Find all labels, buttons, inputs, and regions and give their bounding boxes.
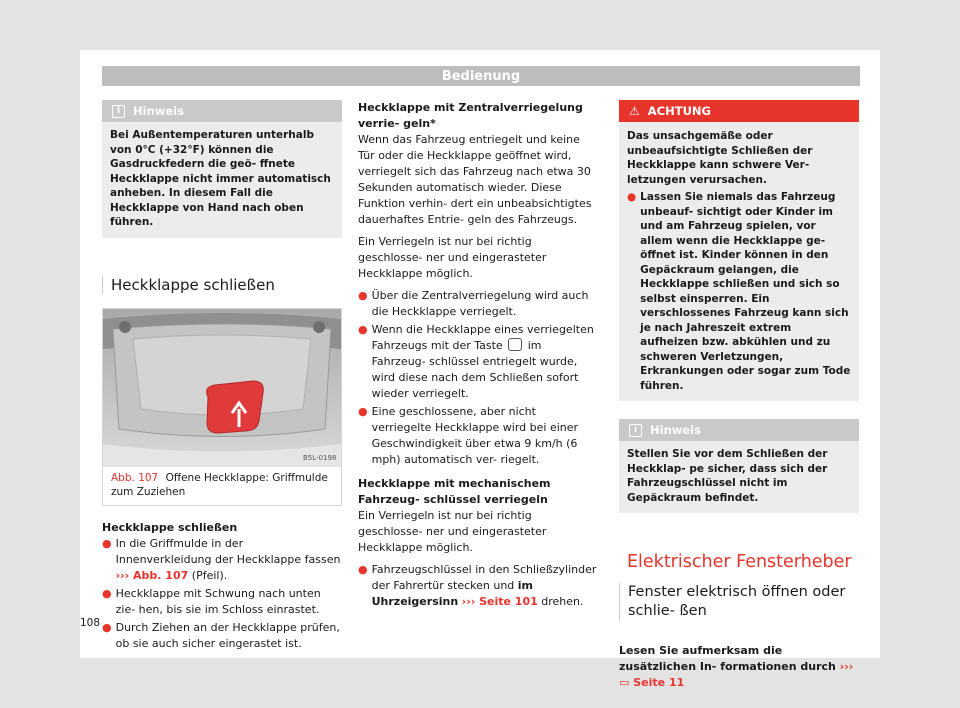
list-item: ● Durch Ziehen an der Heckklappe prüfen, ob sie auch sicher eingerastet ist. <box>102 620 340 650</box>
manual-page <box>80 50 880 689</box>
header-title: Bedienung <box>441 68 521 84</box>
figure-caption <box>103 467 341 505</box>
page-number: 108 <box>80 617 101 629</box>
list-item: ● Über die Zentralverriegelung wird auch die Heckklappe verriegelt. <box>358 289 589 318</box>
section-title: Elektrischer Fensterheber <box>627 552 852 572</box>
note-box <box>102 100 342 238</box>
note-box <box>619 419 859 513</box>
figure <box>102 308 342 506</box>
paragraph: Ein Verriegeln ist nur bei richtig geschlosse- ner und eingerasteter Heckklappe möglich. <box>358 509 547 554</box>
info-icon: i <box>629 424 642 437</box>
warning-intro: Das unsachgemäße oder unbeaufsichtigte Schließen der Heckklappe kann schwere Ver- letzungen verursachen. <box>627 130 813 186</box>
list-item: ● Fahrzeugschlüssel in den Schließzylinder der Fahrertür stecken und im Uhrzeigersinn ››› Seite 101 drehen. <box>358 563 597 608</box>
warning-box <box>619 100 859 401</box>
intro-text: Lesen Sie aufmerksam die zusätzlichen In- formationen durch ››› ▭ Seite 11 <box>619 644 854 689</box>
page-link[interactable]: Seite 11 <box>633 676 685 689</box>
note-header <box>102 100 342 122</box>
list-item: ● Eine geschlossene, aber nicht verriegelte Heckklappe wird bei einer Geschwindigkeit über etwa 9 km/h (6 mph) automatisch ver- riegelt. <box>358 405 579 466</box>
note-label: Hinweis <box>133 103 184 118</box>
figure-caption-ref: Abb. 107 <box>111 471 159 484</box>
left-column <box>102 100 342 654</box>
paragraph: Wenn das Fahrzeug entriegelt und keine Tür oder die Heckklappe geöffnet wird, verriegelt sich das Fahrzeug nach etwa 30 Sekunden automatisch wieder. Diese Funktion verhin- dert ein unbeabsichtigtes dauerhaftes Entrie- geln des Fahrzeugs. <box>358 133 592 226</box>
paragraph-title: Heckklappe mit Zentralverriegelung verrie- geln* <box>358 101 583 130</box>
figure-caption-text: Offene Heckklappe: Griffmulde zum Zuziehen <box>111 471 328 498</box>
unlock-key-icon <box>508 338 522 351</box>
list-item: ● Wenn die Heckklappe eines verriegelten Fahrzeugs mit der Taste im Fahrzeug- schlüssel entriegelt wurde, wird diese nach dem Schließen sofort wieder verriegelt. <box>358 323 594 400</box>
list-item: ● Lassen Sie niemals das Fahrzeug unbeauf- sichtigt oder Kinder im und am Fahrzeug spielen, vor allem wenn die Heckklappe ge- öffnet ist. Kinder können in den Gepäckraum gelangen, die Heckklappe schließen und sich so selbst einsperren. Ein verschlossenes Fahrzeug kann sich je nach Jahreszeit extrem aufheizen bzw. abkühlen und zu schweren Verletzungen, Erkrankungen oder sogar zum Tode führen. <box>627 191 851 392</box>
warning-header <box>619 100 859 122</box>
paragraph: Ein Verriegeln ist nur bei richtig geschlosse- ner und eingerasteter Heckklappe möglich. <box>358 235 547 280</box>
right-column <box>619 100 859 691</box>
sub-title: Heckklappe schließen <box>102 520 238 534</box>
list-item: ● Heckklappe mit Schwung nach unten zie- hen, bis sie im Schloss einrastet. <box>102 586 321 616</box>
info-icon: i <box>112 105 125 118</box>
sub-title: Fenster elektrisch öffnen oder schlie- ßen <box>619 583 859 621</box>
note-text: Stellen Sie vor dem Schließen der Heckklap- pe sicher, dass sich der Fahrzeugschlüssel nicht im Gepäckraum befindet. <box>627 448 828 504</box>
paragraph-title: Heckklappe mit mechanischem Fahrzeug- schlüssel verriegeln <box>358 477 551 506</box>
note-header <box>619 419 859 441</box>
middle-column <box>358 100 598 612</box>
section-title: Heckklappe schließen <box>102 276 342 294</box>
figure-code: B5L-0198 <box>303 453 337 462</box>
warning-icon: ⚠ <box>629 104 640 118</box>
warning-label: ACHTUNG <box>647 104 711 118</box>
figure-link[interactable]: ››› Abb. 107 <box>115 568 189 582</box>
note-label: Hinweis <box>650 422 701 437</box>
figure-image <box>103 309 341 467</box>
note-text: Bei Außentemperaturen unterhalb von 0°C (+32°F) können die Gasdruckfedern die geö- ffnete Heckklappe nicht immer automatisch anheben. In diesem Fall die Heckklappe von Hand nach oben führen. <box>110 129 331 228</box>
page-link[interactable]: ››› Seite 101 <box>461 595 538 608</box>
page-header <box>102 66 860 86</box>
book-icon: ▭ <box>619 676 630 689</box>
list-item: ● In die Griffmulde in der Innenverkleidung der Heckklappe fassen ››› Abb. 107 (Pfeil). <box>102 536 341 582</box>
